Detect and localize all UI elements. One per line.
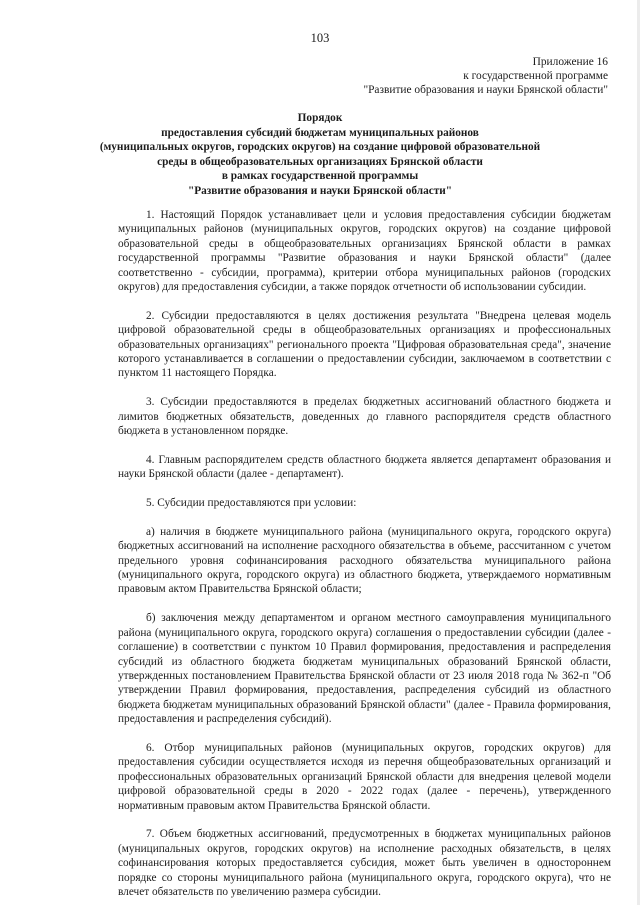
page-number: 103 <box>310 31 330 45</box>
title-line-2: предоставления субсидий бюджетам муниципальных районов <box>161 126 479 139</box>
title-line-6: "Развитие образования и науки Брянской области" <box>187 184 453 197</box>
title-line-3: (муниципальных округов, городских округов) на создание цифровой образовательной <box>99 141 541 154</box>
paragraph-5: 5. Субсидии предоставляются при условии: <box>146 497 357 510</box>
annex-line-1: Приложение 16 <box>532 56 608 68</box>
title-line-4: среды в общеобразовательных организациях Брянской области <box>157 155 483 168</box>
title-line-5: в рамках государственной программы <box>221 170 419 183</box>
paragraph-5a: а) наличия в бюджете муниципального района (муниципального округа, городского округа) бюджетных ассигнований на исполнение расходного обязательства в объеме, рассчитанном с учетом предельного уровня софинансирования расходного обязательства муниципального района (муниципального округа, городского округа) из областного бюджета, утверждаемого нормативным правовым актом Правительства Брянской области; <box>118 525 611 596</box>
document-title <box>20 111 620 199</box>
paragraph-5b: б) заключения между департаментом и органом местного самоуправления муниципального района (муниципального округа, городского округа) соглашения о предоставлении субсидии (далее - соглашение) в соответствии с пунктом 10 Правил формирования, предоставления и распределения субсидий из областного бюджета бюджетам муниципальных образований Брянской области, утвержденных постановлением Правительства Брянской области от 23 июля 2018 года № 362-п "Об утверждении Правил формирования, предоставления, распределения субсидий из областного бюджета бюджетам муниципальных образований Брянской области" (далее - Правила формирования, предоставления и распределения субсидий). <box>118 612 611 726</box>
title-line-1: Порядок <box>297 112 343 124</box>
annex-line-3: "Развитие образования и науки Брянской области" <box>363 84 608 96</box>
paragraph-4: 4. Главным распорядителем средств областного бюджета является департамент образования и науки Брянской области (далее - департамент). <box>118 453 611 481</box>
paragraph-2: 2. Субсидии предоставляются в целях достижения результата "Внедрена целевая модель цифровой образовательной среды в общеобразовательных организациях и профессиональных образовательных организациях" регионального проекта "Цифровая образовательная среда", значение которого устанавливается в соглашении о предоставлении субсидии, заключаемом в соответствии с пунктом 11 настоящего Порядка. <box>118 309 611 380</box>
paragraph-6: 6. Отбор муниципальных районов (муниципальных округов, городских округов) для предоставления субсидии осуществляется исходя из перечня общеобразовательных организаций и профессиональных образовательных организаций Брянской области для внедрения целевой модели цифровой образовательной среды в 2020 - 2022 годах (далее - перечень), утвержденного нормативным правовым актом Правительства Брянской области. <box>118 741 611 812</box>
annex-header <box>308 55 608 97</box>
paragraph-1: 1. Настоящий Порядок устанавливает цели и условия предоставления субсидии бюджетам муниципальных районов (муниципальных округов, городских округов) на создание цифровой образовательной среды в общеобразовательных организациях Брянской области в рамках государственной программы "Развитие образования и науки Брянской области" (далее соответственно - субсидии, программа), критерии отбора муниципальных районов (городских округов) для предоставления субсидии, а также порядок отчетности об использовании субсидии. <box>118 209 611 294</box>
paragraph-7: 7. Объем бюджетных ассигнований, предусмотренных в бюджетах муниципальных районов (муниципальных округов, городских округов) на исполнение расходных обязательств, в целях софинансирования которых предоставляется субсидия, может быть увеличен в одностороннем порядке со стороны муниципального района (муниципального округа, городского округа), что не влечет обязательств по увеличению размера субсидии. <box>118 828 611 898</box>
document-body <box>118 208 611 914</box>
paragraph-3: 3. Субсидии предоставляются в пределах бюджетных ассигнований областного бюджета и лимитов бюджетных обязательств, доведенных до главного распорядителя средств областного бюджета в установленном порядке. <box>118 396 611 438</box>
annex-line-2: к государственной программе <box>463 70 608 82</box>
